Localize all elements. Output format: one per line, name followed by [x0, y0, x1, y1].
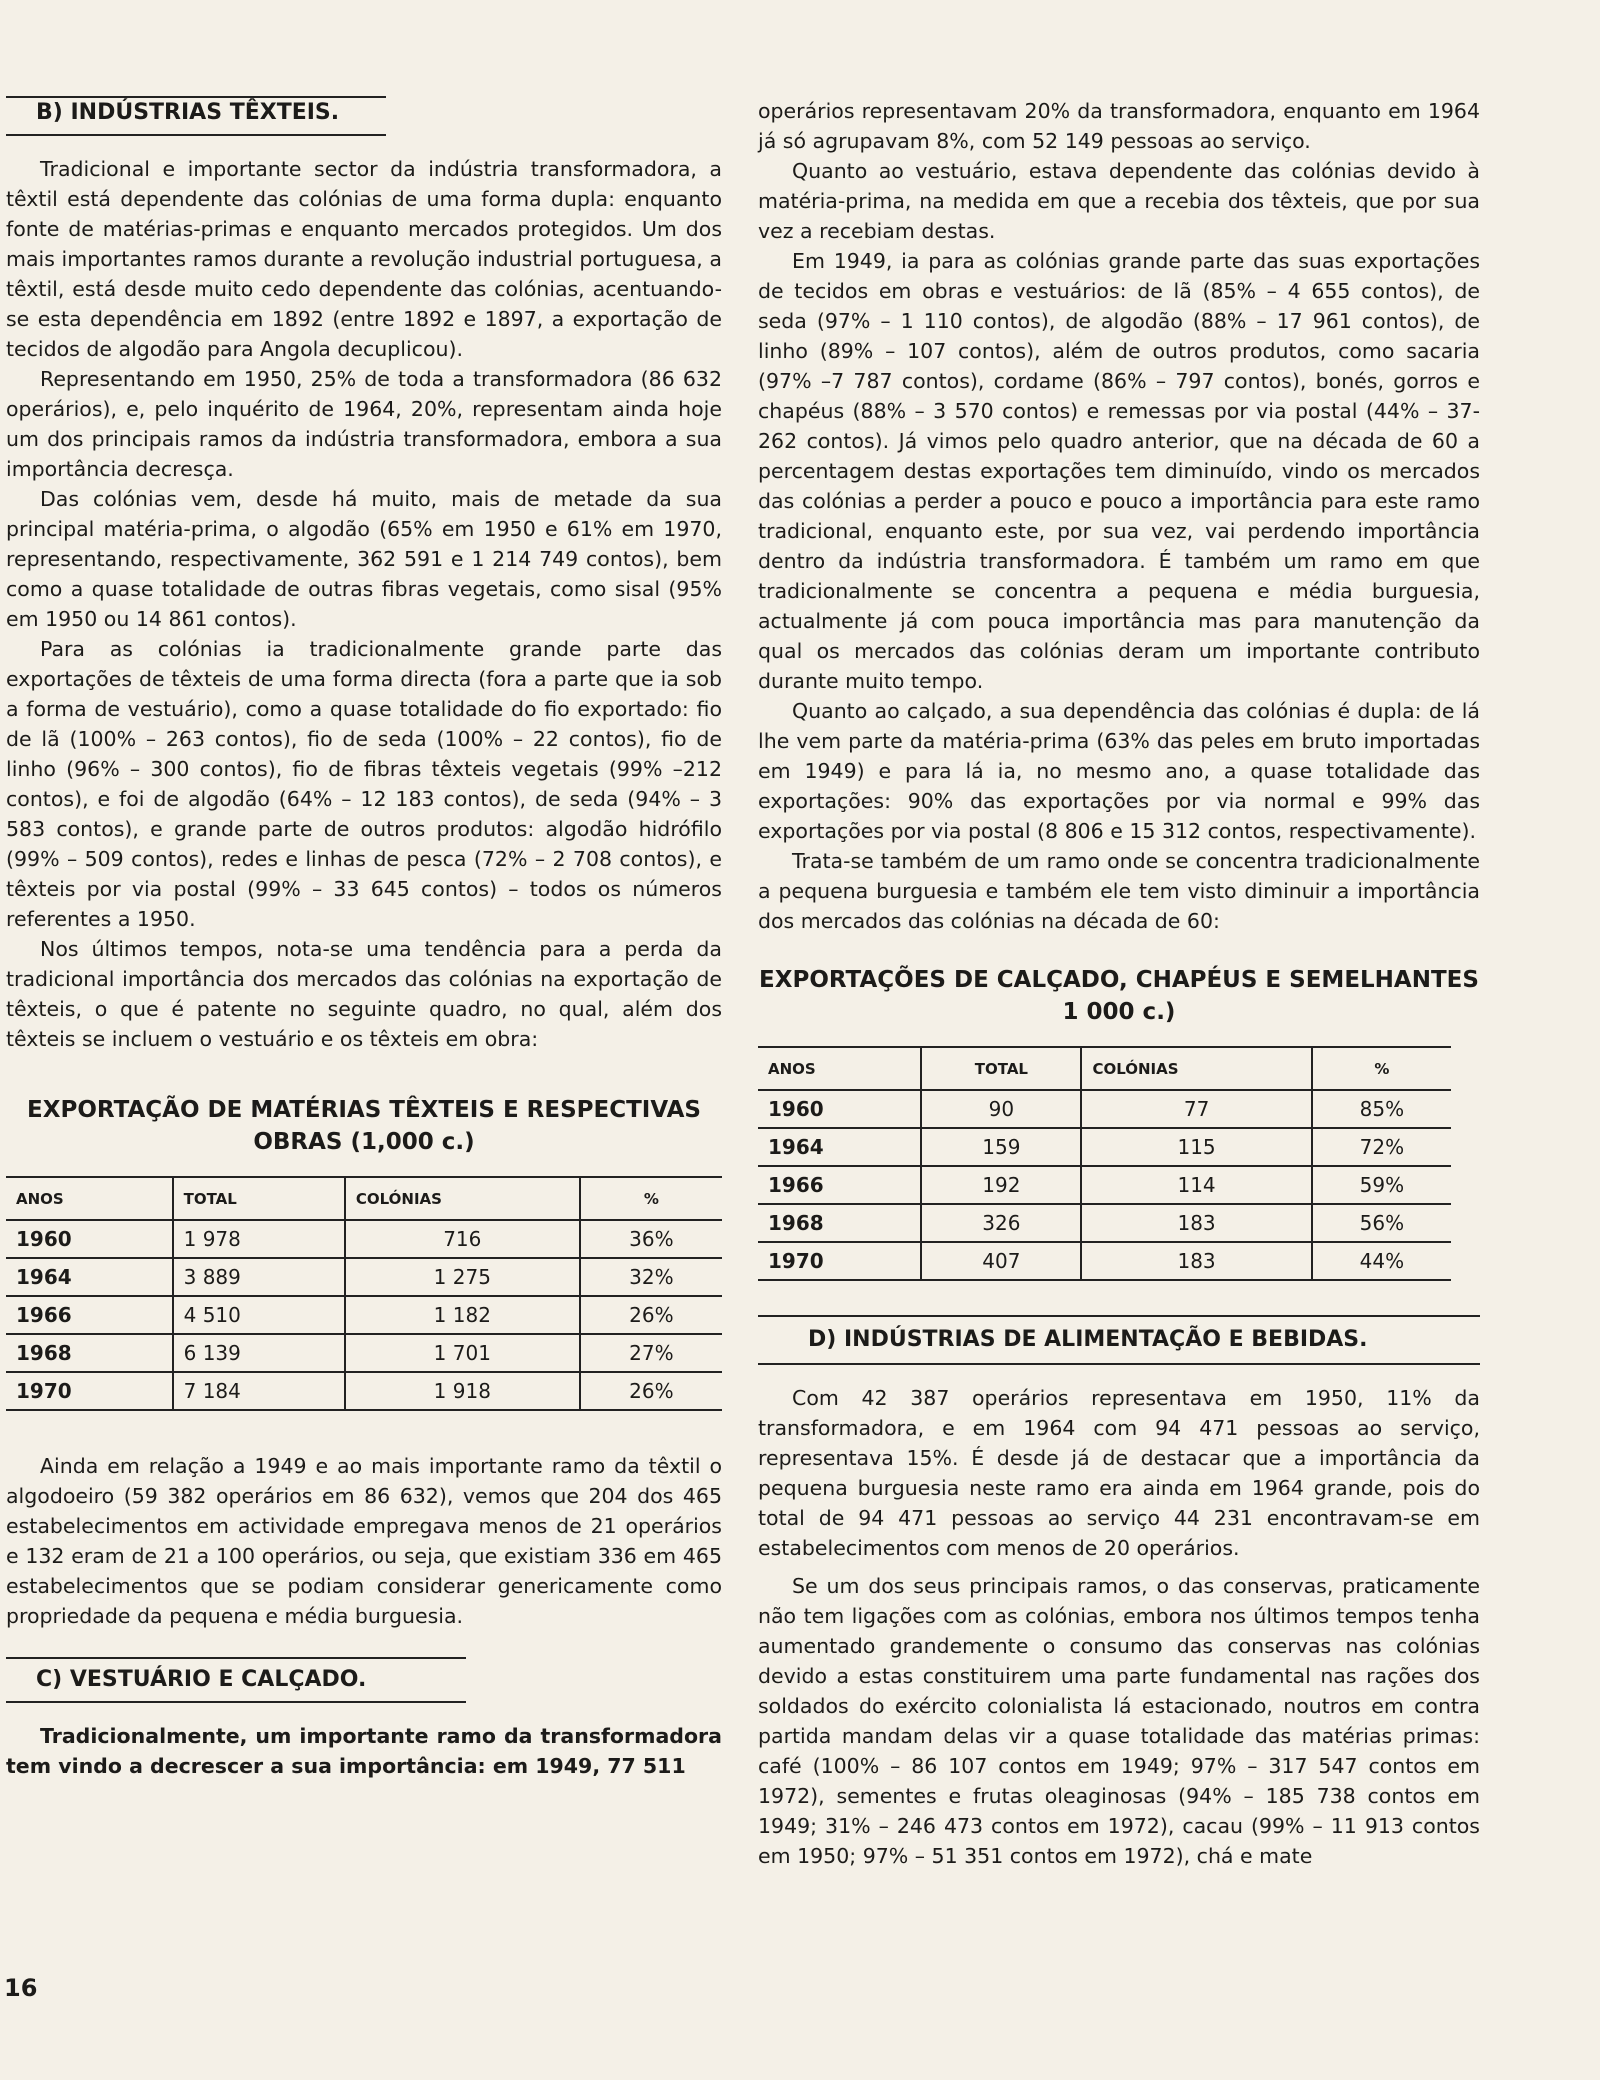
cell-total: 407 — [921, 1242, 1081, 1280]
cell-colonias: 1 918 — [345, 1372, 580, 1410]
cell-colonias: 77 — [1081, 1090, 1311, 1128]
table-row — [758, 1166, 1451, 1204]
cell-total: 326 — [921, 1204, 1081, 1242]
section-b-heading — [6, 96, 386, 136]
paragraph: Quanto ao vestuário, estava dependente das colónias devido à matéria-prima, na medida em que a recebia dos têxteis, que por sua vez a recebiam destas. — [758, 159, 1480, 243]
cell-percent: 72% — [1312, 1128, 1451, 1166]
table-row — [6, 1372, 722, 1410]
header-total: TOTAL — [173, 1177, 345, 1220]
paragraph: Trata-se também de um ramo onde se concentra tradicionalmente a pequena burguesia e também ele tem visto diminuir a importância dos mercados das colónias na década de 60: — [758, 849, 1480, 933]
cell-colonias: 1 275 — [345, 1258, 580, 1296]
cell-year: 1964 — [758, 1128, 921, 1166]
cell-percent: 26% — [580, 1296, 722, 1334]
heading-rule — [758, 1363, 1480, 1365]
page-number: 16 — [4, 1974, 38, 2002]
cell-percent: 36% — [580, 1220, 722, 1258]
section-d-heading — [758, 1315, 1480, 1365]
paragraph: operários representavam 20% da transformadora, enquanto em 1964 já só agrupavam 8%, com 52 149 pessoas ao serviço. — [758, 99, 1480, 153]
header-colonias: COLÓNIAS — [1081, 1047, 1311, 1090]
header-percent: % — [1312, 1047, 1451, 1090]
paragraph: Tradicionalmente, um importante ramo da transformadora tem vindo a decrescer a sua importância: em 1949, 77 511 — [6, 1724, 722, 1778]
table-row — [6, 1296, 722, 1334]
paragraph: Ainda em relação a 1949 e ao mais importante ramo da têxtil o algodoeiro (59 382 operários em 86 632), vemos que 204 dos 465 estabelecimentos em actividade empregava menos de 21 operários e 132 eram de 21 a 100 operários, ou seja, que existiam 336 em 465 estabelecimentos que se podiam considerar genericamente como propriedade da pequena e média burguesia. — [6, 1454, 722, 1628]
cell-total: 4 510 — [173, 1296, 345, 1334]
table-row — [758, 1090, 1451, 1128]
table2-title-line2: 1 000 c.) — [1062, 999, 1176, 1025]
cell-year: 1970 — [6, 1372, 173, 1410]
section-b-title: B) INDÚSTRIAS TÊXTEIS. — [36, 100, 340, 125]
header-total: TOTAL — [921, 1047, 1081, 1090]
table-row — [758, 1242, 1451, 1280]
paragraph: Com 42 387 operários representava em 1950, 11% da transformadora, e em 1964 com 94 471 pessoas ao serviço, representava 15%. É desde já de destacar que a importância da pequena burguesia neste ramo era ainda em 1964 grande, pois do total de 94 471 pessoas ao serviço 44 231 encontravam-se em estabelecimentos com menos de 20 operários. — [758, 1386, 1480, 1560]
cell-percent: 59% — [1312, 1166, 1451, 1204]
header-percent: % — [580, 1177, 722, 1220]
header-colonias: COLÓNIAS — [345, 1177, 580, 1220]
cell-percent: 32% — [580, 1258, 722, 1296]
header-anos: ANOS — [758, 1047, 921, 1090]
cell-percent: 27% — [580, 1334, 722, 1372]
cell-colonias: 716 — [345, 1220, 580, 1258]
cell-colonias: 183 — [1081, 1242, 1311, 1280]
cell-colonias: 1 701 — [345, 1334, 580, 1372]
table-row — [6, 1334, 722, 1372]
paragraph: Quanto ao calçado, a sua dependência das colónias é dupla: de lá lhe vem parte da matéria-prima (63% das peles em bruto importadas em 1949) e para lá ia, no mesmo ano, a quase totalidade das exportações: 90% das exportações por via normal e 99% das exportações por via postal (8 806 e 15 312 contos, respectivamente). — [758, 699, 1480, 843]
table2-header-row — [758, 1047, 1451, 1090]
left-column — [6, 96, 722, 1781]
cell-year: 1966 — [6, 1296, 173, 1334]
cell-year: 1960 — [758, 1090, 921, 1128]
cell-year: 1968 — [758, 1204, 921, 1242]
paragraph: Representando em 1950, 25% de toda a transformadora (86 632 operários), e, pelo inquérito de 1964, 20%, representam ainda hoje um dos principais ramos da indústria transformadora, embora a sua importância decresça. — [6, 367, 722, 481]
cell-colonias: 114 — [1081, 1166, 1311, 1204]
section-c-title: C) VESTUÁRIO E CALÇADO. — [36, 1667, 367, 1692]
table2-title — [758, 964, 1480, 1028]
table1-header-row — [6, 1177, 722, 1220]
cell-total: 6 139 — [173, 1334, 345, 1372]
cell-percent: 85% — [1312, 1090, 1451, 1128]
cell-total: 1 978 — [173, 1220, 345, 1258]
heading-rule — [6, 1701, 466, 1703]
table-row — [6, 1220, 722, 1258]
paragraph: Tradicional e importante sector da indústria transformadora, a têxtil está dependente das colónias de uma forma dupla: enquanto fonte de matérias-primas e enquanto mercados protegidos. Um dos mais importantes ramos durante a revolução industrial portuguesa, a têxtil, está desde muito cedo dependente das colónias, acentuando-se esta dependência em 1892 (entre 1892 e 1897, a exportação de tecidos de algodão para Angola decuplicou). — [6, 157, 722, 361]
heading-rule — [6, 134, 386, 136]
paragraph: Para as colónias ia tradicionalmente grande parte das exportações de têxteis de uma forma directa (fora a parte que ia sob a forma de vestuário), como a quase totalidade do fio exportado: fio de lã (100% – 263 contos), fio de seda (100% – 22 contos), fio de linho (96% – 300 contos), fio de fibras têxteis vegetais (99% –212 contos), e foi de algodão (64% – 12 183 contos), de seda (94% – 3 583 contos), e grande parte de outros produtos: algodão hidrófilo (99% – 509 contos), redes e linhas de pesca (72% – 2 708 contos), e têxteis por via postal (99% – 33 645 contos) – todos os números referentes a 1950. — [6, 637, 722, 931]
cell-year: 1970 — [758, 1242, 921, 1280]
table2-title-line1: EXPORTAÇÕES DE CALÇADO, CHAPÉUS E SEMELHANTES — [759, 967, 1479, 993]
cell-percent: 44% — [1312, 1242, 1451, 1280]
table-row — [758, 1128, 1451, 1166]
section-c-heading — [6, 1657, 466, 1703]
cell-year: 1960 — [6, 1220, 173, 1258]
cell-colonias: 183 — [1081, 1204, 1311, 1242]
cell-percent: 26% — [580, 1372, 722, 1410]
table1-title-line1: EXPORTAÇÃO DE MATÉRIAS TÊXTEIS E RESPECTIVAS — [27, 1097, 701, 1123]
table-row — [6, 1258, 722, 1296]
section-d-title: D) INDÚSTRIAS DE ALIMENTAÇÃO E BEBIDAS. — [808, 1327, 1368, 1352]
table-row — [758, 1204, 1451, 1242]
cell-year: 1968 — [6, 1334, 173, 1372]
cell-total: 159 — [921, 1128, 1081, 1166]
table1-title — [6, 1094, 722, 1158]
paragraph: Das colónias vem, desde há muito, mais de metade da sua principal matéria-prima, o algodão (65% em 1950 e 61% em 1970, representando, respectivamente, 362 591 e 1 214 749 contos), bem como a quase totalidade de outras fibras vegetais, como sisal (95% em 1950 ou 14 861 contos). — [6, 487, 722, 631]
cell-colonias: 1 182 — [345, 1296, 580, 1334]
cell-total: 7 184 — [173, 1372, 345, 1410]
table1-title-line2: OBRAS (1,000 c.) — [253, 1129, 475, 1155]
table1 — [6, 1176, 722, 1411]
table2 — [758, 1046, 1451, 1281]
cell-year: 1966 — [758, 1166, 921, 1204]
header-anos: ANOS — [6, 1177, 173, 1220]
paragraph: Em 1949, ia para as colónias grande parte das suas exportações de tecidos em obras e vestuários: de lã (85% – 4 655 contos), de seda (97% – 1 110 contos), de algodão (88% – 17 961 contos), de linho (89% – 107 contos), além de outros produtos, como sacaria (97% –7 787 contos), cordame (86% – 797 contos), bonés, gorros e chapéus (88% – 3 570 contos) e remessas por via postal (44% – 37-262 contos). Já vimos pelo quadro anterior, que na década de 60 a percentagem destas exportações tem diminuído, vindo os mercados das colónias a perder a pouco e pouco a importância para este ramo tradicional, enquanto este, por sua vez, vai perdendo importância dentro da indústria transformadora. É também um ramo em que tradicionalmente se concentra a pequena e média burguesia, actualmente já com pouca importância mas para manutenção da qual os mercados das colónias deram um importante contributo durante muito tempo. — [758, 249, 1480, 693]
cell-total: 192 — [921, 1166, 1081, 1204]
right-column — [758, 96, 1480, 1871]
cell-total: 90 — [921, 1090, 1081, 1128]
cell-colonias: 115 — [1081, 1128, 1311, 1166]
cell-year: 1964 — [6, 1258, 173, 1296]
paragraph: Nos últimos tempos, nota-se uma tendência para a perda da tradicional importância dos mercados das colónias na exportação de têxteis, o que é patente no seguinte quadro, no qual, além dos têxteis se incluem o vestuário e os têxteis em obra: — [6, 937, 722, 1051]
cell-percent: 56% — [1312, 1204, 1451, 1242]
paragraph: Se um dos seus principais ramos, o das conservas, praticamente não tem ligações com as colónias, embora nos últimos tempos tenha aumentado grandemente o consumo das conservas nas colónias devido a estas constituirem uma parte fundamental nas rações dos soldados do exército colonialista lá estacionado, noutros em contra partida mandam delas vir a quase totalidade das matérias primas: café (100% – 86 107 contos em 1949; 97% – 317 547 contos em 1972), sementes e frutas oleaginosas (94% – 185 738 contos em 1949; 31% – 246 473 contos em 1972), cacau (99% – 11 913 contos em 1950; 97% – 51 351 contos em 1972), chá e mate — [758, 1574, 1480, 1868]
cell-total: 3 889 — [173, 1258, 345, 1296]
